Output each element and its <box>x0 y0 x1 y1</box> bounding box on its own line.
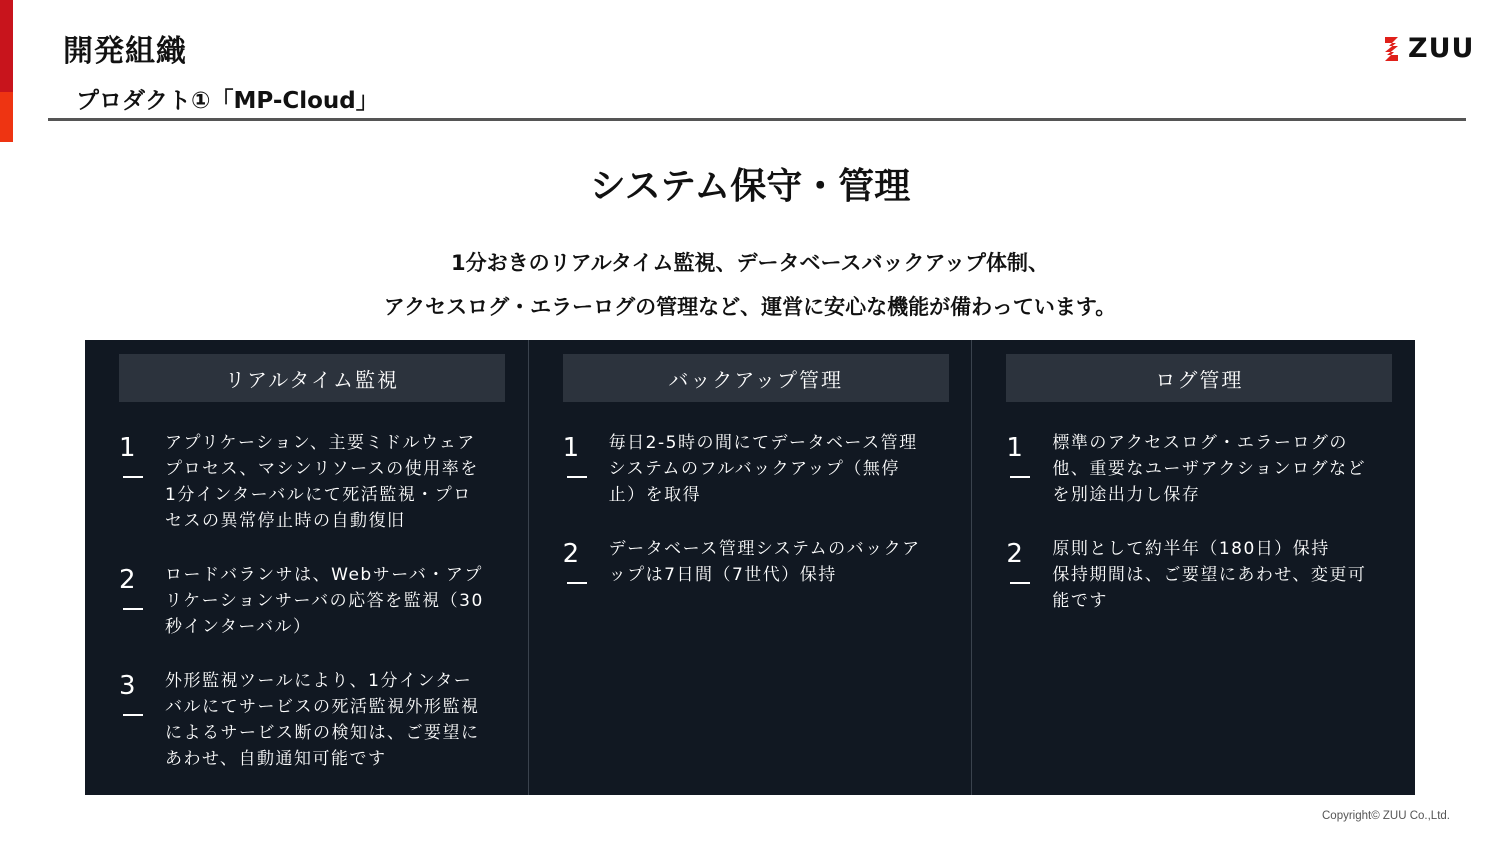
column-backup-management <box>528 340 972 795</box>
item-list <box>119 430 509 800</box>
feature-panel <box>85 340 1415 795</box>
slide-subtitle: プロダクト①「MP-Cloud」 <box>76 88 379 114</box>
list-item <box>1006 430 1396 508</box>
item-list <box>563 430 953 616</box>
main-heading: システム保守・管理 <box>589 166 911 207</box>
column-realtime-monitoring <box>85 340 528 795</box>
list-item <box>563 430 953 508</box>
accent-bar <box>0 0 13 142</box>
column-header: リアルタイム監視 <box>119 354 505 402</box>
header-divider <box>48 118 1466 121</box>
item-text: アプリケーション、主要ミドルウェア プロセス、マシンリソースの使用率を 1分インターバルにて死活監視・プロ セスの異常停止時の自動復旧 <box>165 433 479 531</box>
item-text: 毎日2-5時の間にてデータベース管理 システムのフルバックアップ（無停 止）を取得 <box>608 433 918 505</box>
list-item <box>119 562 509 640</box>
item-number: 1 <box>563 430 609 508</box>
section-title: 開発組織 <box>63 34 187 69</box>
accent-bar-red <box>0 0 13 92</box>
item-number: 2 <box>1006 536 1052 614</box>
lead-line-1: 1分おきのリアルタイム監視、データベースバックアップ体制、 <box>451 251 1049 275</box>
item-text: 原則として約半年（180日）保持 保持期間は、ご要望にあわせ、変更可 能です <box>1052 539 1367 611</box>
item-number: 1 <box>1006 430 1052 508</box>
column-header: バックアップ管理 <box>563 354 949 402</box>
list-item <box>563 536 953 588</box>
lead-line-2: アクセスログ・エラーログの管理など、運営に安心な機能が備わっています。 <box>383 295 1117 319</box>
item-text: 外形監視ツールにより、1分インター バルにてサービスの死活監視外形監視 によるサービス断の検知は、ご要望に あわせ、自動通知可能です <box>165 671 480 769</box>
item-text: データベース管理システムのバックア ップは7日間（7世代）保持 <box>608 539 921 585</box>
list-item <box>119 668 509 772</box>
copyright-text: Copyright© ZUU Co.,Ltd. <box>1322 810 1450 822</box>
column-log-management <box>971 340 1415 795</box>
item-number: 3 <box>119 668 165 772</box>
logo-text: ZUU <box>1408 33 1475 64</box>
list-item <box>119 430 509 534</box>
company-logo <box>1384 33 1474 64</box>
item-number: 2 <box>119 562 165 640</box>
item-text: ロードバランサは、Webサーバ・アプ リケーションサーバの応答を監視（30 秒インターバル） <box>165 565 484 637</box>
item-number: 1 <box>119 430 165 534</box>
item-number: 2 <box>563 536 609 588</box>
item-list <box>1006 430 1396 642</box>
column-header: ログ管理 <box>1006 354 1392 402</box>
accent-bar-orange <box>0 92 13 142</box>
logo-mark-icon <box>1384 35 1400 63</box>
item-text: 標準のアクセスログ・エラーログの 他、重要なユーザアクションログなど を別途出力し保存 <box>1052 433 1366 505</box>
lead-text <box>0 241 1500 329</box>
list-item <box>1006 536 1396 614</box>
